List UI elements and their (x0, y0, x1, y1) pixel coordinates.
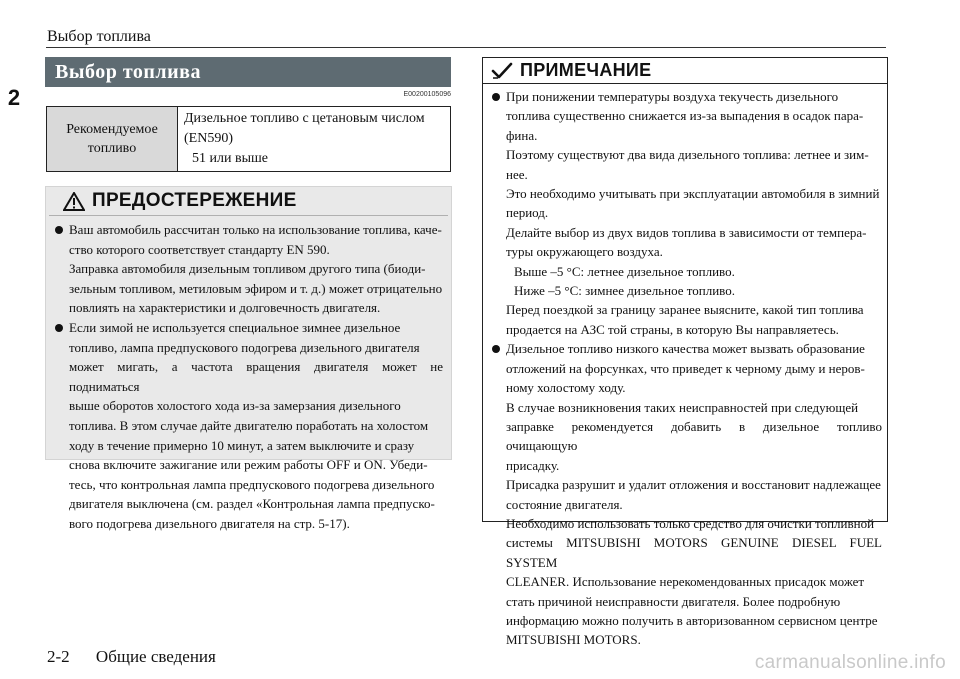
note-paragraph (491, 87, 882, 339)
text-line: Присадка разрушит и удалит отложения и восстановит надлежащее (506, 477, 881, 493)
bullet-icon (492, 345, 500, 353)
bullet-icon (55, 324, 63, 332)
warning-body (46, 216, 451, 534)
table-row (47, 107, 451, 172)
chapter-number: 2 (0, 83, 28, 113)
text-line: двигателя выключена (см. раздел «Контрольная лампа предпуско- (69, 496, 435, 512)
text-line: Выше –5 °C: летнее дизельное топливо. (514, 263, 735, 279)
note-box (482, 57, 888, 648)
warning-triangle-icon (63, 192, 85, 211)
text-line: тесь, что контрольная лампа предпускового подогрева дизельного (69, 476, 435, 492)
page-footer (47, 647, 216, 667)
text-line: В случае возникновения таких неисправностей при следующей (506, 399, 859, 415)
text-line: стать причиной неисправности двигателя. Более подробную (506, 593, 841, 609)
text-line: При понижении температуры воздуха текучесть дизельного (506, 89, 839, 104)
text-line: заправке рекомендуется добавить в дизельное топливо очищающую (506, 418, 882, 454)
text-line: снова включите зажигание или режим работы OFF и ON. Убеди- (69, 457, 428, 473)
warning-title: ПРЕДОСТЕРЕЖЕНИЕ (92, 190, 297, 211)
text-line: Ниже –5 °C: зимнее дизельное топливо. (514, 283, 735, 299)
text-line: зельным топливом, метиловым эфиром и т. д.) может отрицательно (69, 280, 443, 296)
page-header-title: Выбор топлива (47, 28, 151, 45)
warning-header (49, 187, 448, 216)
text-line: вого подогрева дизельного двигателя на стр. 5-17). (69, 515, 350, 531)
spec-value-line: 51 или выше (192, 151, 268, 166)
spec-value-cell (178, 107, 451, 172)
text-line: топливо, лампа предпускового подогрева дизельного двигателя (69, 339, 420, 355)
text-line: отложений на форсунках, что приведет к черному дыму и неров- (506, 360, 865, 376)
spec-value-line: (EN590) (184, 131, 233, 146)
text-line: ство которого соответствует стандарту EN 590. (69, 241, 330, 257)
text-line: Делайте выбор из двух видов топлива в зависимости от темпера- (506, 224, 867, 240)
note-body (483, 84, 887, 650)
text-line: выше оборотов холостого хода из-за замерзания дизельного (69, 398, 401, 414)
page-number: 2-2 (47, 647, 70, 666)
bullet-icon (55, 226, 63, 234)
text-line: Это необходимо учитывать при эксплуатации автомобиля в зимний (506, 186, 880, 202)
text-line: Дизельное топливо низкого качества может вызвать образование (506, 341, 865, 357)
header-divider (46, 47, 886, 48)
fuel-spec-table (46, 106, 451, 172)
text-line: CLEANER. Использование нерекомендованных присадок может (506, 574, 865, 590)
text-line: повлиять на характеристики и долговечность двигателя. (69, 300, 381, 316)
note-header (483, 58, 887, 84)
note-title: ПРИМЕЧАНИЕ (520, 60, 652, 80)
text-line: ному холостому ходу. (506, 380, 626, 396)
text-line: фина. (506, 127, 538, 143)
spec-label-line: Рекомендуемое (66, 122, 158, 137)
text-line: системы MITSUBISHI MOTORS GENUINE DIESEL FUEL SYSTEM (506, 535, 882, 570)
warning-box (45, 186, 452, 531)
warning-paragraph (54, 220, 443, 318)
bullet-icon (492, 93, 500, 101)
text-line: Ваш автомобиль рассчитан только на использование топлива, каче- (69, 222, 442, 237)
text-line: туры окружающего воздуха. (506, 244, 663, 260)
text-line: период. (506, 205, 549, 221)
section-title: Выбор топлива (45, 57, 451, 87)
text-line: нее. (506, 166, 528, 182)
text-line: MITSUBISHI MOTORS. (506, 632, 641, 648)
text-line: Необходимо использовать только средство для очистки топливной (506, 515, 875, 531)
pencil-icon (491, 62, 513, 80)
text-line: Заправка автомобиля дизельным топливом другого типа (биоди- (69, 261, 426, 277)
spec-label-line: топливо (87, 141, 137, 156)
warning-paragraph (54, 318, 443, 534)
text-line: информацию можно получить в авторизованном сервисном центре (506, 612, 878, 628)
spec-label-cell (47, 107, 178, 172)
text-line: Поэтому существуют два вида дизельного топлива: летнее и зим- (506, 147, 869, 163)
text-line: присадку. (506, 457, 560, 473)
text-line: может мигать, а частота вращения двигателя может не подниматься (69, 359, 443, 394)
text-line: Перед поездкой за границу заранее выясните, какой тип топлива (506, 302, 864, 318)
text-line: топлива существенно снижается из-за выпадения в осадок пара- (506, 108, 864, 124)
note-paragraph (491, 339, 882, 650)
text-line: продается на АЗС той страны, в которую Вы направляетесь. (506, 321, 839, 337)
text-line: Если зимой не используется специальное зимнее дизельное (69, 319, 401, 335)
text-line: ходу в течение примерно 10 минут, а затем выключите и сразу (69, 437, 415, 453)
document-code: E00200105096 (403, 91, 451, 98)
text-line: топлива. В этом случае дайте двигателю поработать на холостом (69, 417, 429, 433)
watermark: carmanualsonline.info (754, 652, 946, 673)
chapter-name: Общие сведения (95, 647, 216, 666)
spec-value-line: Дизельное топливо с цетановым числом (184, 111, 425, 126)
text-line: состояние двигателя. (506, 496, 623, 512)
